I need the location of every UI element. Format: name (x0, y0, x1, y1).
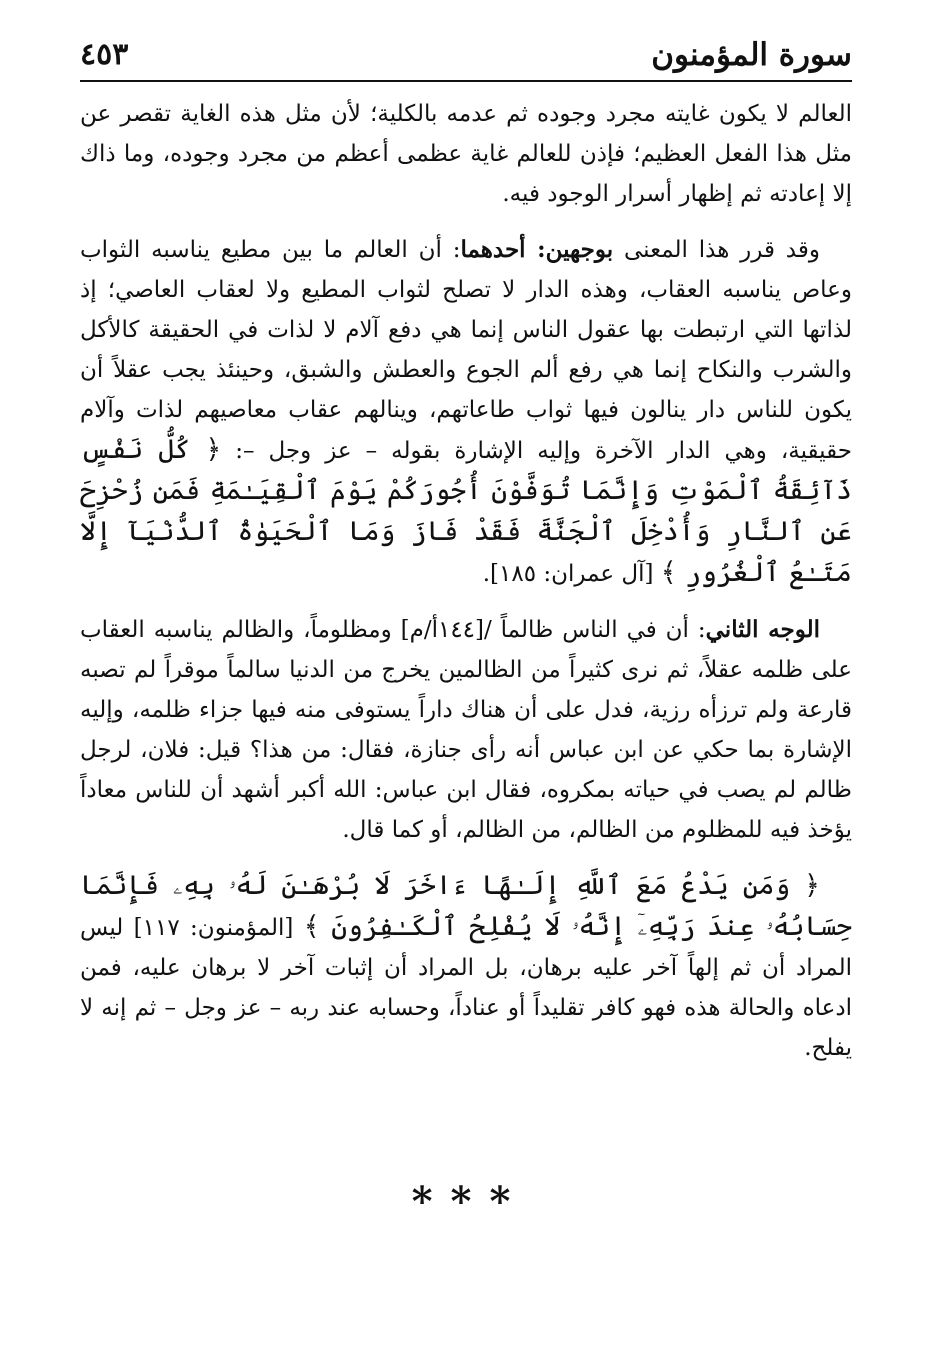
paragraph-1 (80, 94, 852, 214)
quran-verse-al-imran: ﴿ كُلُّ نَفْسٍ ذَآئِقَةُ ٱلْمَوْتِ وَإِنَّمَا تُوَفَّوْنَ أُجُورَكُمْ يَوْمَ ٱلْقِيَـٰمَةِ فَمَن زُحْزِحَ عَنِ ٱلنَّارِ وَأُدْخِلَ ٱلْجَنَّةَ فَقَدْ فَازَ وَمَا ٱلْحَيَوٰةُ ٱلدُّنْيَآ إِلَّا مَتَـٰعُ ٱلْغُرُورِ ﴾ (80, 434, 852, 588)
page-body (80, 94, 852, 1084)
paragraph-2 (80, 230, 852, 594)
paragraph-text: العالم لا يكون غايته مجرد وجوده ثم عدمه بالكلية؛ لأن مثل هذه الغاية تقصر عن مثل هذا الفعل العظيم؛ فإذن للعالم غاية عظمى أعظم من مجرد وجوده، وما ذاك إلا إعادته ثم إظهار أسرار الوجود فيه. (80, 101, 852, 207)
paragraph-4 (80, 866, 852, 1068)
paragraph-text: : أن في الناس ظالماً /[١٤٤أ/م] ومظلوماً، والظالم يناسبه العقاب على ظلمه عقلاً، ثم نرى كثيراً من الظالمين يخرج من الدنيا سالماً موقراً لم تصبه قارعة ولم ترزأه رزية، فدل على أن هناك داراً يستوفى منه فيها جزاء ظلمه، وإليه الإشارة بما حكي عن ابن عباس أنه رأى جنازة، فقال: من هذا؟ قيل: فلان، لرجل ظالم لم يصب في حياته بمكروه، فقال ابن عباس: الله أكبر أشهد أن للناس معاداً يؤخذ فيه للمظلوم من الظالم، من الظالم، أو كما قال. (80, 617, 852, 843)
quran-verse-al-muminun: ﴿ وَمَن يَدْعُ مَعَ ٱللَّهِ إِلَـٰهًا ءَاخَرَ لَا بُرْهَـٰنَ لَهُۥ بِهِۦ فَإِنَّمَا حِسَابُهُۥ عِندَ رَبِّهِۦٓ إِنَّهُۥ لَا يُفْلِحُ ٱلْكَـٰفِرُونَ ﴾ (80, 870, 852, 942)
bold-term-two-aspects: بوجهين: أحدهما (460, 236, 614, 263)
verse-reference: [آل عمران: ١٨٥]. (482, 561, 661, 587)
surah-title: سورة المؤمنون (651, 37, 852, 73)
paragraph-lead: وقد قرر هذا المعنى (613, 237, 820, 263)
bold-term-second-aspect: الوجه الثاني (705, 616, 820, 643)
paragraph-text: [المؤمنون: ١١٧] ليس المراد أن ثم إلهاً آخر عليه برهان، بل المراد أن إثبات آخر لا برهان عليه، فمن ادعاه والحالة هذه فهو كافر تقليداً أو عناداً، وحسابه عند ربه – عز وجل – ثم إنه لا يفلح. (80, 915, 852, 1061)
section-separator: *** (411, 1178, 529, 1225)
paragraph-text: : أن العالم ما بين مطيع يناسبه الثواب وعاص يناسبه العقاب، وهذه الدار لا تصلح لثواب المطيع ولا لعقاب العاصي؛ إذ لذاتها التي ارتبطت بها عقول الناس إنما هي دفع آلام لا لذات في الحقيقة كالأكل والشرب والنكاح إنما هي رفع ألم الجوع والعطش والشبق، وحينئذ يجب عقلاً أن يكون للناس دار ينالون فيها ثواب طاعاتهم، وينالهم عقاب معاصيهم لذات وآلام حقيقية، وهي الدار الآخرة وإليه الإشارة بقوله – عز وجل –: (80, 237, 852, 464)
page-header (80, 30, 852, 82)
paragraph-3 (80, 610, 852, 850)
page-number: ٤٥٣ (80, 37, 129, 72)
